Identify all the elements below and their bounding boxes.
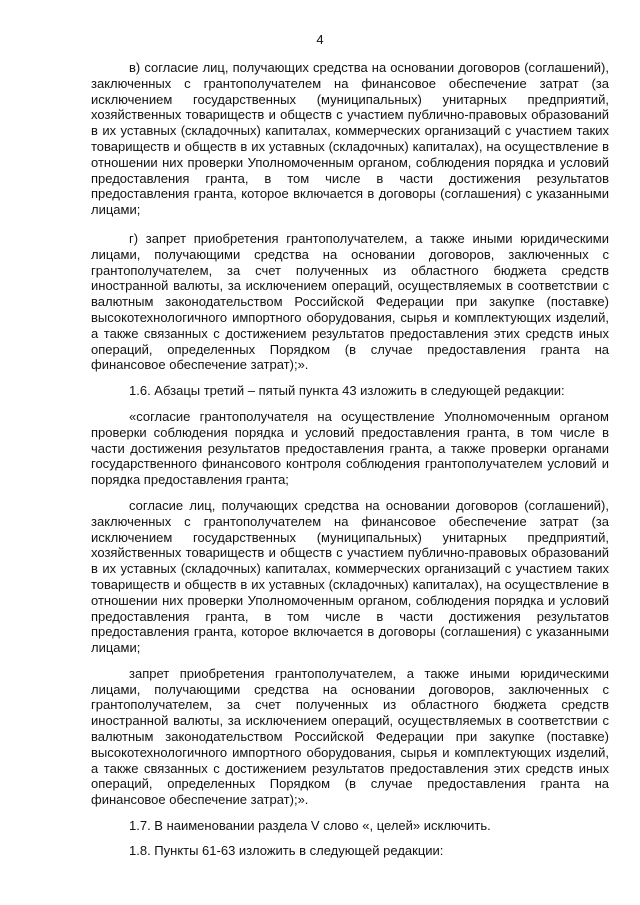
paragraph-quote-3: запрет приобретения грантополучателем, а также иными юридическими лицами, получающими средства на основании договоров, заключенных с грантополучателем, за счет полученных из областного бюджета средств иностранной валюты, за исключением операций, осуществляемых в соответствии с валютным законодательством Российской Федерации при закупке (поставке) высокотехнологичного импортного оборудования, сырья и комплектующих изделий, а также связанных с достижением результатов предоставления этих средств иных операций, определенных Порядком (в случае предоставления гранта на финансовое обеспечение затрат);». [91,665,609,808]
paragraph-item-1-7: 1.7. В наименовании раздела V слово «, целей» исключить. [129,818,491,834]
page-number: 4 [316,32,324,47]
document-body [91,60,609,859]
paragraph-item-g: г) запрет приобретения грантополучателем, а также иными юридическими лицами, получающими средства на основании договоров, заключенных с грантополучателем, за счет полученных из областного бюджета средств иностранной валюты, за исключением операций, осуществляемых в соответствии с валютным законодательством Российской Федерации при закупке (поставке) высокотехнологичного импортного оборудования, сырья и комплектующих изделий, а также связанных с достижением результатов предоставления этих средств иных операций, определенных Порядком (в случае предоставления гранта на финансовое обеспечение затрат);». [91,230,609,373]
paragraph-quote-1: «согласие грантополучателя на осуществление Уполномоченным органом проверки соблюдения порядка и условий предоставления гранта, в том числе в части достижения результатов предоставления гранта, а также проверки органами государственного финансового контроля соблюдения грантополучателем условий и порядка предоставления гранта; [91,408,609,488]
paragraph-item-1-6: 1.6. Абзацы третий – пятый пункта 43 изложить в следующей редакции: [129,383,565,399]
paragraph-item-1-8: 1.8. Пункты 61-63 изложить в следующей редакции: [129,842,444,858]
paragraph-item-v: в) согласие лиц, получающих средства на основании договоров (соглашений), заключенных с грантополучателем на финансовое обеспечение затрат (за исключением государственных (муниципальных) унитарных предприятий, хозяйственных товариществ и обществ с участием публично-правовых образований в их уставных (складочных) капиталах, коммерческих организаций с участием таких товариществ и обществ в их уставных (складочных) капиталах), на осуществление в отношении них проверки Уполномоченным органом, соблюдения порядка и условий предоставления гранта, в том числе в части достижения результатов предоставления гранта, которое включается в договоры (соглашения) с указанными лицами; [91,60,609,218]
paragraph-quote-2: согласие лиц, получающих средства на основании договоров (соглашений), заключенных с грантополучателем на финансовое обеспечение затрат (за исключением государственных (муниципальных) унитарных предприятий, хозяйственных товариществ и обществ с участием публично-правовых образований в их уставных (складочных) капиталах, коммерческих организаций с участием таких товариществ и обществ в их уставных (складочных) капиталах), на осуществление в отношении них проверки Уполномоченным органом, соблюдения порядка и условий предоставления гранта, в том числе в части достижения результатов предоставления гранта, которое включается в договоры (соглашения) с указанными лицами; [91,497,609,656]
